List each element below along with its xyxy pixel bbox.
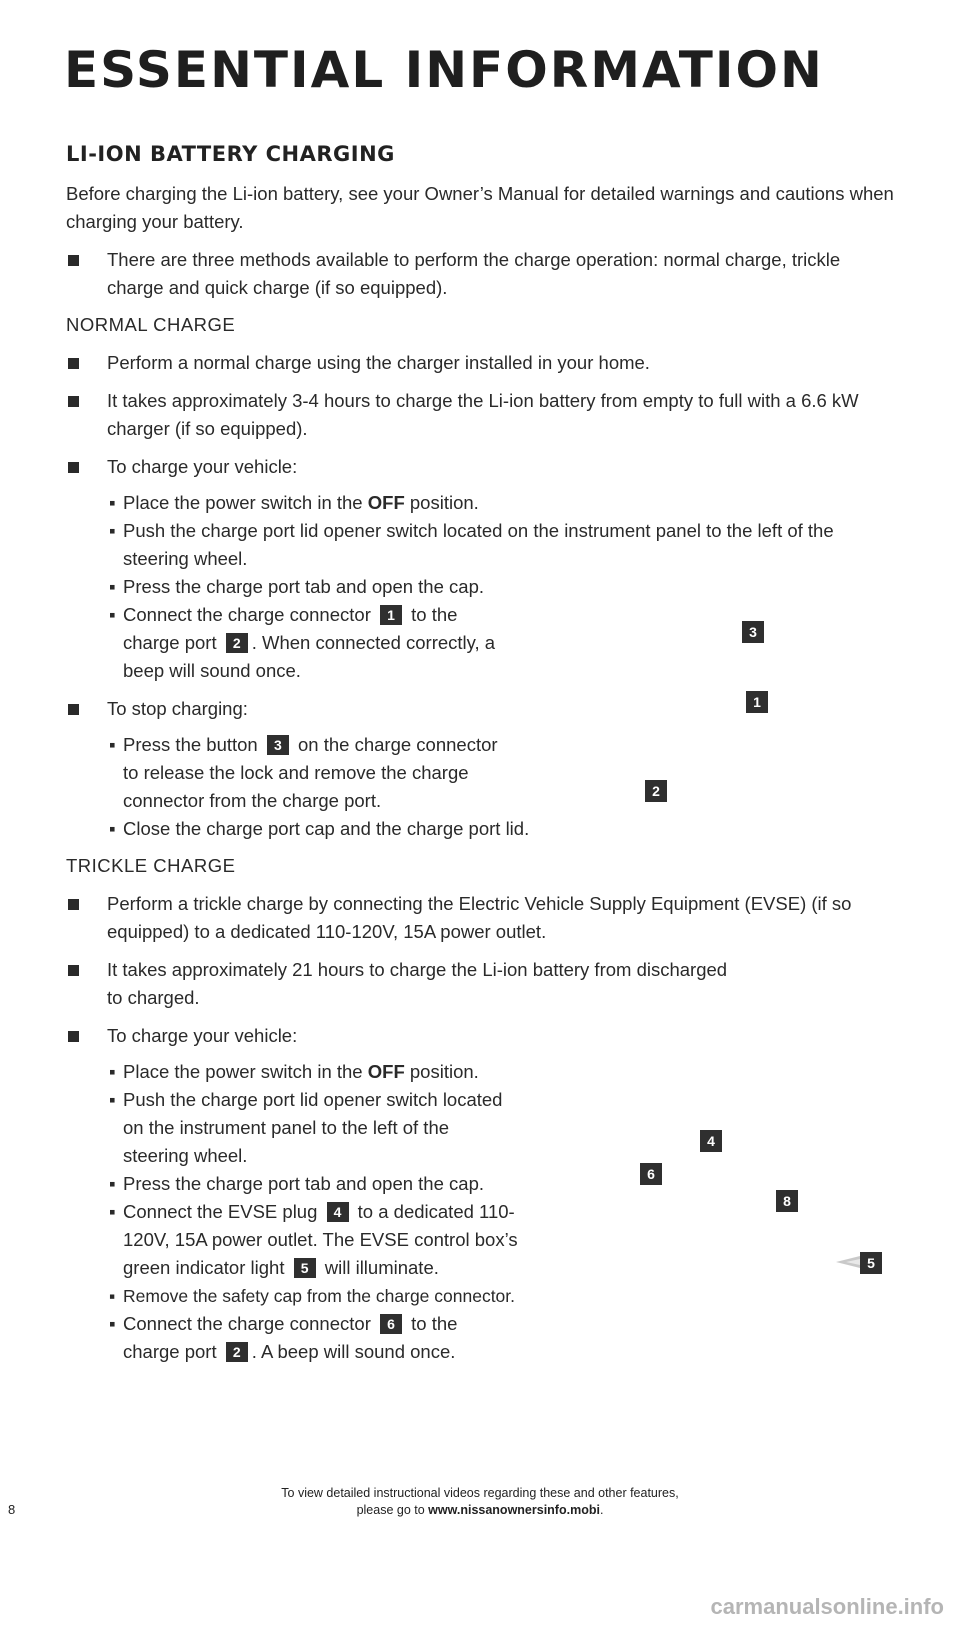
off-label: OFF	[367, 492, 405, 513]
step: ▪ Place the power switch in the OFF position.	[109, 492, 479, 513]
bullet-text: Perform a trickle charge by connecting the Electric Vehicle Supply Equipment (EVSE) (if so equipped) to a dedicated 110-120V, 15A power outlet.	[107, 893, 852, 942]
square-bullet-icon	[68, 704, 79, 715]
square-bullet-icon	[68, 1031, 79, 1042]
square-bullet-icon	[68, 396, 79, 407]
figure-callout-4: 4	[700, 1130, 722, 1152]
stop-charging-steps	[66, 731, 896, 843]
callout-badge-6: 6	[380, 1314, 402, 1334]
callout-badge-2: 2	[226, 633, 248, 653]
intro-paragraph: Before charging the Li-ion battery, see your Owner’s Manual for detailed warnings and cautions when charging your battery.	[66, 183, 894, 232]
step: ▪ Press the button 3 on the charge connector to release the lock and remove the charge connector from the charge port.	[109, 734, 498, 811]
trickle-charge-steps-bullet	[66, 1022, 896, 1050]
step: ▪ Connect the charge connector 6 to the charge port 2 . A beep will sound once.	[109, 1313, 458, 1362]
callout-badge-1: 1	[380, 605, 402, 625]
figure-callout-5: 5	[860, 1252, 882, 1274]
callout-badge-4: 4	[327, 1202, 349, 1222]
trickle-bullet-1	[66, 890, 896, 946]
step: ▪ Press the charge port tab and open the cap.	[109, 1173, 484, 1194]
figure-callout-2: 2	[645, 780, 667, 802]
callout-badge-5: 5	[294, 1258, 316, 1278]
square-bullet-icon	[68, 899, 79, 910]
callout-badge-2: 2	[226, 1342, 248, 1362]
bullet-text: To charge your vehicle:	[107, 456, 298, 477]
square-bullet-icon	[68, 462, 79, 473]
trickle-charge-steps	[66, 1058, 896, 1366]
square-bullet-icon	[68, 965, 79, 976]
normal-charge-steps	[66, 489, 896, 685]
step: ▪ Close the charge port cap and the charge port lid.	[109, 818, 530, 839]
normal-bullet-2	[66, 387, 896, 443]
footer-note	[0, 1485, 960, 1519]
section-heading: LI-ION BATTERY CHARGING	[66, 142, 395, 166]
step: ▪ Push the charge port lid opener switch located on the instrument panel to the left of the steering wheel.	[109, 520, 834, 569]
bullet-text: Perform a normal charge using the charger installed in your home.	[107, 352, 650, 373]
figure-callout-8: 8	[776, 1190, 798, 1212]
bullet-text: To charge your vehicle:	[107, 1025, 298, 1046]
stop-charging-bullet	[66, 695, 896, 723]
off-label: OFF	[367, 1061, 405, 1082]
square-bullet-icon	[68, 255, 79, 266]
page-title: ESSENTIAL INFORMATION	[64, 41, 824, 99]
figure-callout-1: 1	[746, 691, 768, 713]
watermark: carmanualsonline.info	[710, 1594, 944, 1619]
step: ▪ Push the charge port lid opener switch located on the instrument panel to the left of the steering wheel.	[109, 1089, 503, 1166]
trickle-charge-heading: TRICKLE CHARGE	[66, 855, 236, 876]
step: ▪ Place the power switch in the OFF position.	[109, 1061, 479, 1082]
bullet-text: It takes approximately 3-4 hours to charge the Li-ion battery from empty to full with a 6.6 kW charger (if so equipped).	[107, 390, 859, 439]
bullet-text: It takes approximately 21 hours to charge the Li-ion battery from discharged	[107, 959, 728, 980]
callout-badge-3: 3	[267, 735, 289, 755]
footer-link[interactable]: www.nissanownersinfo.mobi	[428, 1503, 600, 1517]
page-number: 8	[8, 1502, 16, 1517]
methods-bullet	[66, 246, 896, 302]
step: ▪ Remove the safety cap from the charge connector.	[109, 1286, 516, 1306]
step: ▪ Connect the EVSE plug 4 to a dedicated 110- 120V, 15A power outlet. The EVSE control box’s green indicator light 5 will illuminate.	[109, 1201, 518, 1278]
normal-charge-heading: NORMAL CHARGE	[66, 314, 236, 335]
footer-line-1: To view detailed instructional videos regarding these and other features,	[281, 1486, 679, 1500]
normal-bullet-1	[66, 349, 896, 377]
indicator-light-icon	[832, 1250, 860, 1274]
step: ▪ Connect the charge connector 1 to the charge port 2 . When connected correctly, a beep will sound once.	[109, 604, 496, 681]
bullet-text: To stop charging:	[107, 698, 248, 719]
content	[66, 180, 896, 1366]
normal-charge-steps-bullet	[66, 453, 896, 481]
bullet-text: There are three methods available to perform the charge operation: normal charge, trickle charge and quick charge (if so equipped).	[107, 249, 841, 298]
square-bullet-icon	[68, 358, 79, 369]
figure-callout-6: 6	[640, 1163, 662, 1185]
footer-line-2: please go to www.nissanownersinfo.mobi.	[356, 1503, 604, 1517]
trickle-bullet-2: It takes approximately 21 hours to charge the Li-ion battery from discharged to charged.	[66, 956, 896, 1012]
figure-callout-3: 3	[742, 621, 764, 643]
step: ▪ Press the charge port tab and open the cap.	[109, 576, 484, 597]
